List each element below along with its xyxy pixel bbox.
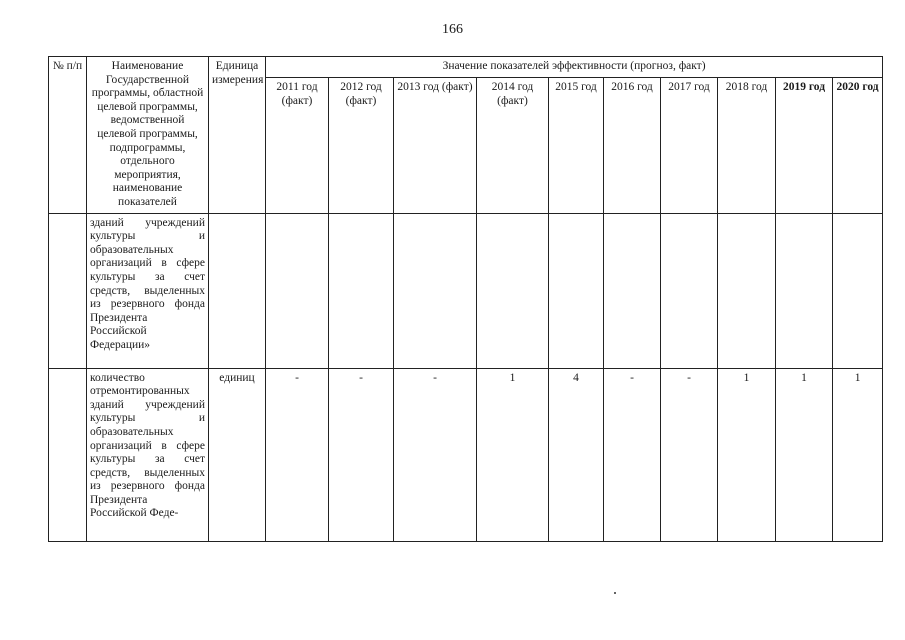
row-value: - — [329, 368, 394, 541]
performance-indicators-table — [48, 56, 883, 542]
table-row — [49, 213, 883, 368]
row-value — [661, 213, 718, 368]
page-number: 166 — [442, 22, 463, 37]
table-header-row — [49, 57, 883, 78]
header-year: 2013 год (факт) — [394, 78, 477, 213]
row-number — [49, 368, 87, 541]
header-year: 2011 год (факт) — [266, 78, 329, 213]
header-name: Наименование Государственной программы, областной целевой программы, ведомственной целевой программы, подпрограммы, отдельного мероприятия, наименование показателей — [87, 57, 209, 214]
row-name: количество отремонтированных зданий учреждений культуры и образовательных организаций в сфере культуры за счет средств, выделенных из резервного фонда Президента Российской Феде- — [87, 368, 209, 541]
scan-speck — [614, 592, 616, 594]
row-value: - — [661, 368, 718, 541]
row-value: 1 — [833, 368, 883, 541]
header-year: 2015 год — [549, 78, 604, 213]
row-name: зданий учреждений культуры и образовательных организаций в сфере культуры за счет средств, выделенных из резервного фонда Президента Российской Федерации» — [87, 213, 209, 368]
header-year: 2020 год — [833, 78, 883, 213]
row-value: 4 — [549, 368, 604, 541]
row-value — [604, 213, 661, 368]
row-unit: единиц — [209, 368, 266, 541]
row-value: - — [266, 368, 329, 541]
row-value — [329, 213, 394, 368]
row-value — [394, 213, 477, 368]
header-year: 2012 год (факт) — [329, 78, 394, 213]
header-year: 2016 год — [604, 78, 661, 213]
row-number — [49, 213, 87, 368]
table-row — [49, 368, 883, 541]
row-value — [477, 213, 549, 368]
row-value: 1 — [776, 368, 833, 541]
header-unit: Единица измерения — [209, 57, 266, 214]
header-number: № п/п — [49, 57, 87, 214]
header-year: 2017 год — [661, 78, 718, 213]
header-year: 2019 год — [776, 78, 833, 213]
row-value — [718, 213, 776, 368]
header-year: 2018 год — [718, 78, 776, 213]
header-values-group: Значение показателей эффективности (прогноз, факт) — [266, 57, 883, 78]
row-value: 1 — [477, 368, 549, 541]
row-value: - — [604, 368, 661, 541]
row-value — [266, 213, 329, 368]
row-value — [776, 213, 833, 368]
row-value — [833, 213, 883, 368]
row-value: - — [394, 368, 477, 541]
row-unit — [209, 213, 266, 368]
row-value: 1 — [718, 368, 776, 541]
row-value — [549, 213, 604, 368]
header-year: 2014 год (факт) — [477, 78, 549, 213]
